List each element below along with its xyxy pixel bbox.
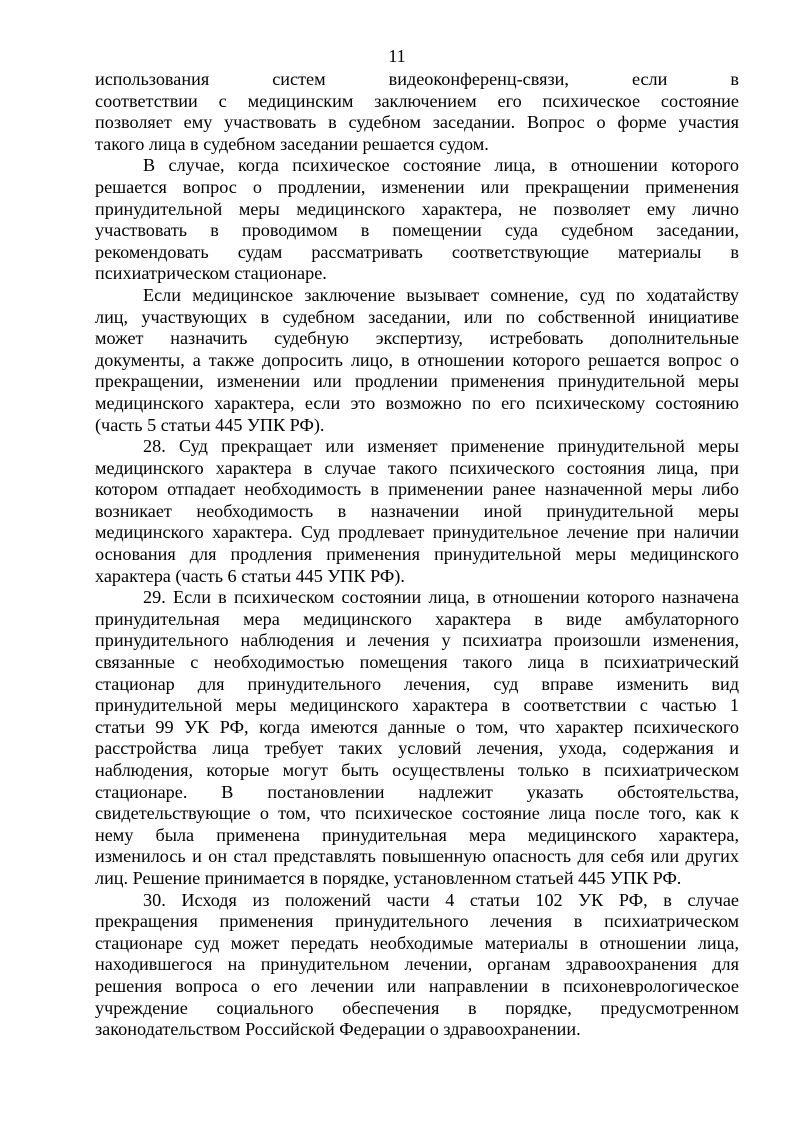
document-body xyxy=(95,69,739,1041)
paragraph-continuation xyxy=(95,69,739,155)
text-line: прекращения применения принудительного лечения в психиатрическом xyxy=(95,911,739,932)
text-line: принудительной меры медицинского характера в соответствии с частью 1 xyxy=(95,695,739,716)
text-line: нему была применена принудительная мера медицинского характера, xyxy=(95,824,739,845)
text-line: медицинского характера в случае такого психического состояния лица, при xyxy=(95,457,739,478)
text-line: основания для продления применения принудительной меры медицинского xyxy=(95,544,739,565)
text-line: прекращении, изменении или продлении применения принудительной меры xyxy=(95,371,739,392)
text-line: находившегося на принудительном лечении, органам здравоохранения для xyxy=(95,954,739,975)
text-line: психиатрическом стационаре. xyxy=(95,263,327,284)
text-line: такого лица в судебном заседании решается судом. xyxy=(95,133,489,154)
text-line: стационар для принудительного лечения, суд вправе изменить вид xyxy=(95,673,739,694)
page-number: 11 xyxy=(388,46,406,66)
text-line: соответствии с медицинским заключением его психическое состояние xyxy=(95,90,739,111)
text-line: 29. Если в психическом состоянии лица, в отношении которого назначена xyxy=(143,587,739,608)
text-line: 28. Суд прекращает или изменяет применение принудительной меры xyxy=(143,436,739,457)
text-line: характера (часть 6 статьи 445 УПК РФ). xyxy=(95,565,405,586)
text-line: рекомендовать судам рассматривать соответствующие материалы в xyxy=(95,241,739,262)
text-line: В случае, когда психическое состояние лица, в отношении которого xyxy=(143,155,739,176)
text-line: Если медицинское заключение вызывает сомнение, суд по ходатайству xyxy=(143,284,739,305)
text-line: 30. Исходя из положений части 4 статьи 102 УК РФ, в случае xyxy=(143,889,739,910)
text-line: решения вопроса о его лечении или направлении в психоневрологическое xyxy=(95,975,739,996)
text-line: связанные с необходимостью помещения такого лица в психиатрический xyxy=(95,652,739,673)
text-line: стационаре суд может передать необходимые материалы в отношении лица, xyxy=(95,932,739,953)
text-line: возникает необходимость в назначении иной принудительной меры xyxy=(95,500,739,521)
text-line: котором отпадает необходимость в применении ранее назначенной меры либо xyxy=(95,479,739,500)
text-line: изменилось и он стал представлять повышенную опасность для себя или других xyxy=(95,846,739,867)
text-line: участвовать в проводимом в помещении суда судебном заседании, xyxy=(95,220,739,241)
text-line: медицинского характера. Суд продлевает принудительное лечение при наличии xyxy=(95,522,739,543)
paragraph-28 xyxy=(95,436,739,587)
text-line: (часть 5 статьи 445 УПК РФ). xyxy=(95,414,325,435)
text-line: лиц. Решение принимается в порядке, установленном статьей 445 УПК РФ. xyxy=(95,867,682,888)
text-line: использования систем видеоконференц-связи, если в xyxy=(95,69,739,89)
text-line: может назначить судебную экспертизу, истребовать дополнительные xyxy=(95,328,739,349)
paragraph-medical-opinion xyxy=(95,285,739,436)
paragraph-psychiatric-hospital xyxy=(95,155,739,285)
text-line: позволяет ему участвовать в судебном заседании. Вопрос о форме участия xyxy=(95,112,739,133)
text-line: наблюдения, которые могут быть осуществлены только в психиатрическом xyxy=(95,760,739,780)
text-line: законодательством Российской Федерации о здравоохранении. xyxy=(95,1019,581,1040)
paragraph-29 xyxy=(95,587,739,889)
text-line: свидетельствующие о том, что психическое состояние лица после того, как к xyxy=(95,803,739,824)
text-line: учреждение социального обеспечения в порядке, предусмотренном xyxy=(95,997,739,1018)
text-line: принудительной меры медицинского характера, не позволяет ему лично xyxy=(95,198,739,219)
text-line: принудительная мера медицинского характера в виде амбулаторного xyxy=(95,608,739,629)
text-line: расстройства лица требует таких условий лечения, ухода, содержания и xyxy=(95,738,739,759)
paragraph-30 xyxy=(95,890,739,1041)
text-line: лиц, участвующих в судебном заседании, или по собственной инициативе xyxy=(95,306,739,327)
text-line: медицинского характера, если это возможно по его психическому состоянию xyxy=(95,392,739,413)
text-line: документы, а также допросить лицо, в отношении которого решается вопрос о xyxy=(95,349,739,370)
text-line: статьи 99 УК РФ, когда имеются данные о том, что характер психического xyxy=(95,716,739,737)
text-line: принудительного наблюдения и лечения у психиатра произошли изменения, xyxy=(95,630,739,651)
text-line: решается вопрос о продлении, изменении или прекращении применения xyxy=(95,176,739,197)
text-line: стационаре. В постановлении надлежит указать обстоятельства, xyxy=(95,781,739,802)
